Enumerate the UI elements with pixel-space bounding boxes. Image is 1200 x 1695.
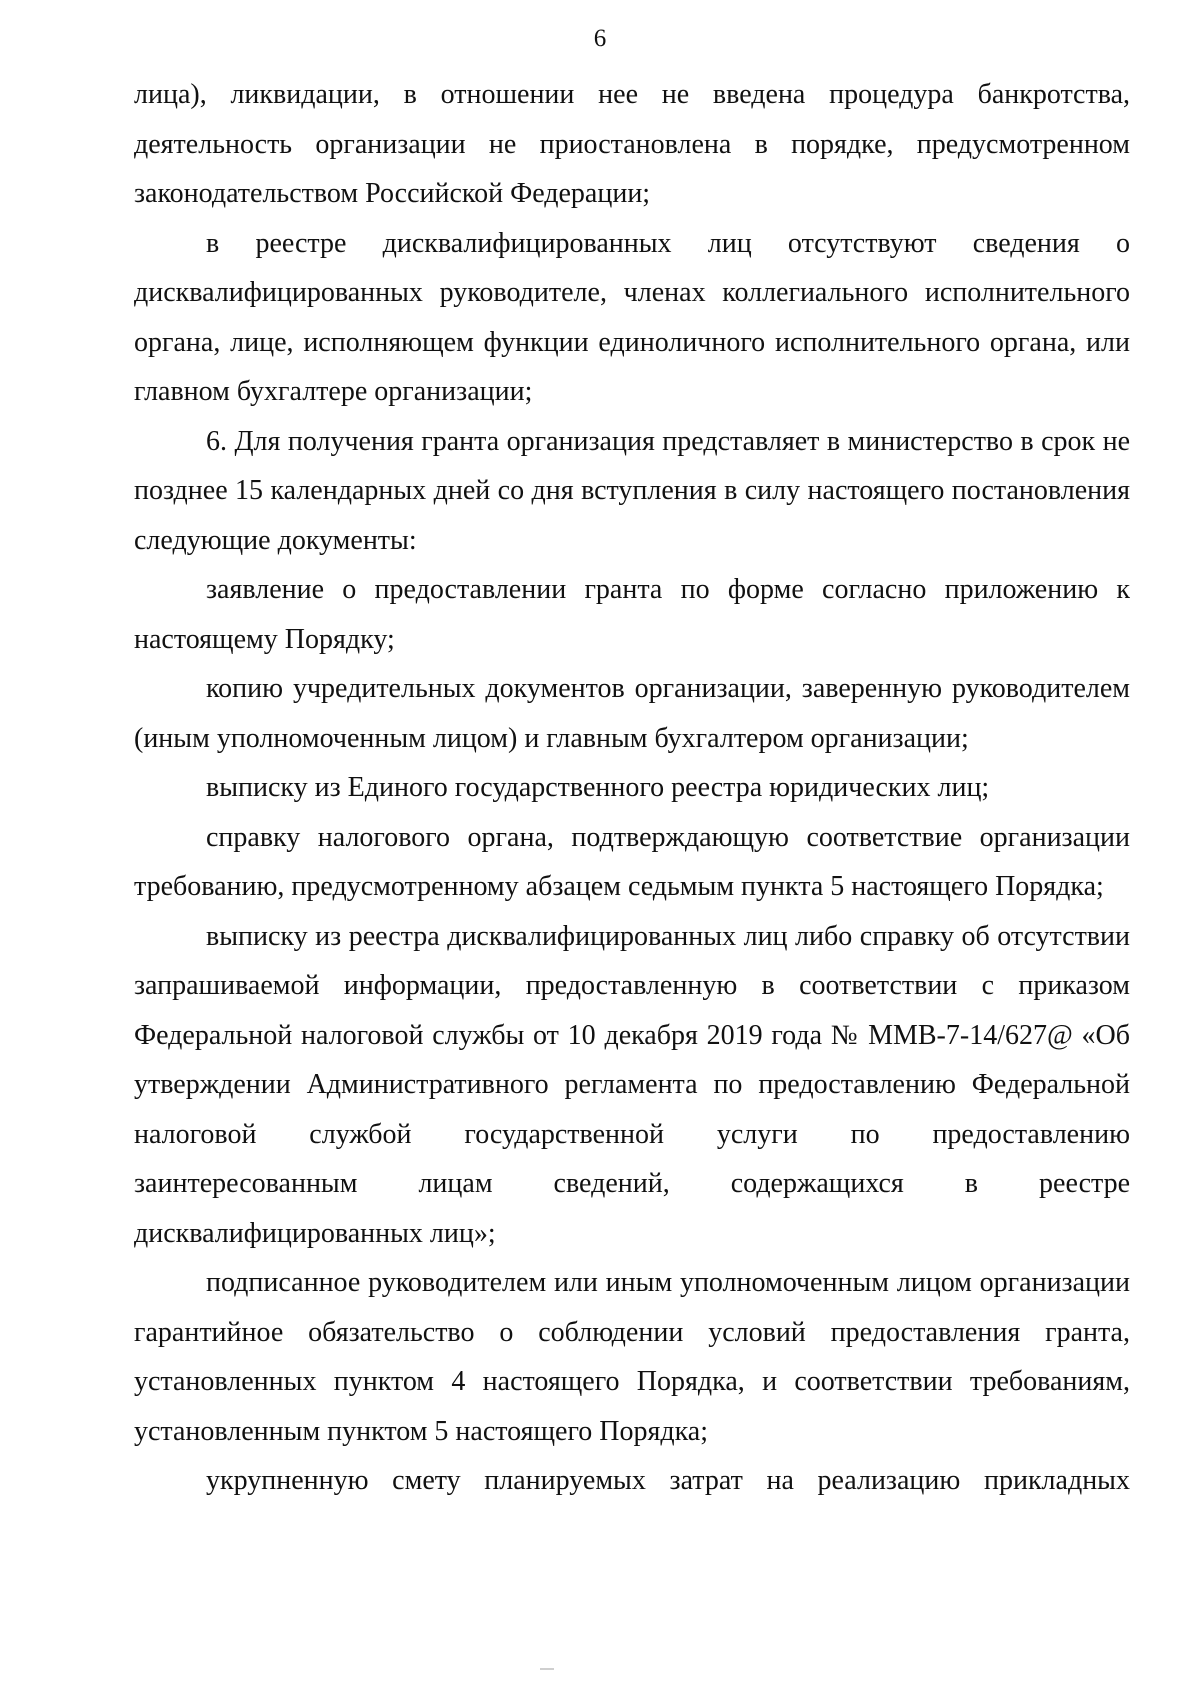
paragraph-founding-docs: копию учредительных документов организации, заверенную руководителем (иным уполномоченным лицом) и главным бухгалтером организации;	[134, 673, 1130, 754]
scan-mark	[540, 1668, 554, 1670]
paragraph-guarantee-obligation: подписанное руководителем или иным уполномоченным лицом организации гарантийное обязательство о соблюдении условий предоставления гранта, установленных пунктом 4 настоящего Порядка, и соответствии требованиям, установленным пунктом 5 настоящего Порядка;	[134, 1267, 1130, 1447]
paragraph-continuation: лица), ликвидации, в отношении нее не введена процедура банкротства, деятельность организации не приостановлена в порядке, предусмотренном законодательством Российской Федерации;	[134, 79, 1130, 209]
page-number: 6	[593, 25, 607, 52]
paragraph-disqualified-registry: в реестре дисквалифицированных лиц отсутствуют сведения о дисквалифицированных руководителе, членах коллегиального исполнительного органа, лице, исполняющем функции единоличного исполнительного органа, или главном бухгалтере организации;	[134, 227, 1130, 407]
paragraph-disqualified-extract: выписку из реестра дисквалифицированных лиц либо справку об отсутствии запрашиваемой информации, предоставленную в соответствии с приказом Федеральной налоговой службы от 10 декабря 2019 года № ММВ-7-14/627@ «Об утверждении Административного регламента по предоставлению Федеральной налоговой службой государственной услуги по предоставлению заинтересованным лицам сведений, содержащихся в реестре дисквалифицированных лиц»;	[134, 920, 1130, 1249]
body-text	[134, 70, 1130, 1506]
paragraph-tax-certificate: справку налогового органа, подтверждающую соответствие организации требованию, предусмотренному абзацем седьмым пункта 5 настоящего Порядка;	[134, 821, 1130, 902]
paragraph-item-6: 6. Для получения гранта организация представляет в министерство в срок не позднее 15 календарных дней со дня вступления в силу настоящего постановления следующие документы:	[134, 425, 1130, 556]
paragraph-application: заявление о предоставлении гранта по форме согласно приложению к настоящему Порядку;	[134, 574, 1130, 655]
paragraph-cost-estimate: укрупненную смету планируемых затрат на реализацию прикладных	[206, 1465, 1130, 1496]
paragraph-state-register-extract: выписку из Единого государственного реестра юридических лиц;	[206, 772, 990, 803]
